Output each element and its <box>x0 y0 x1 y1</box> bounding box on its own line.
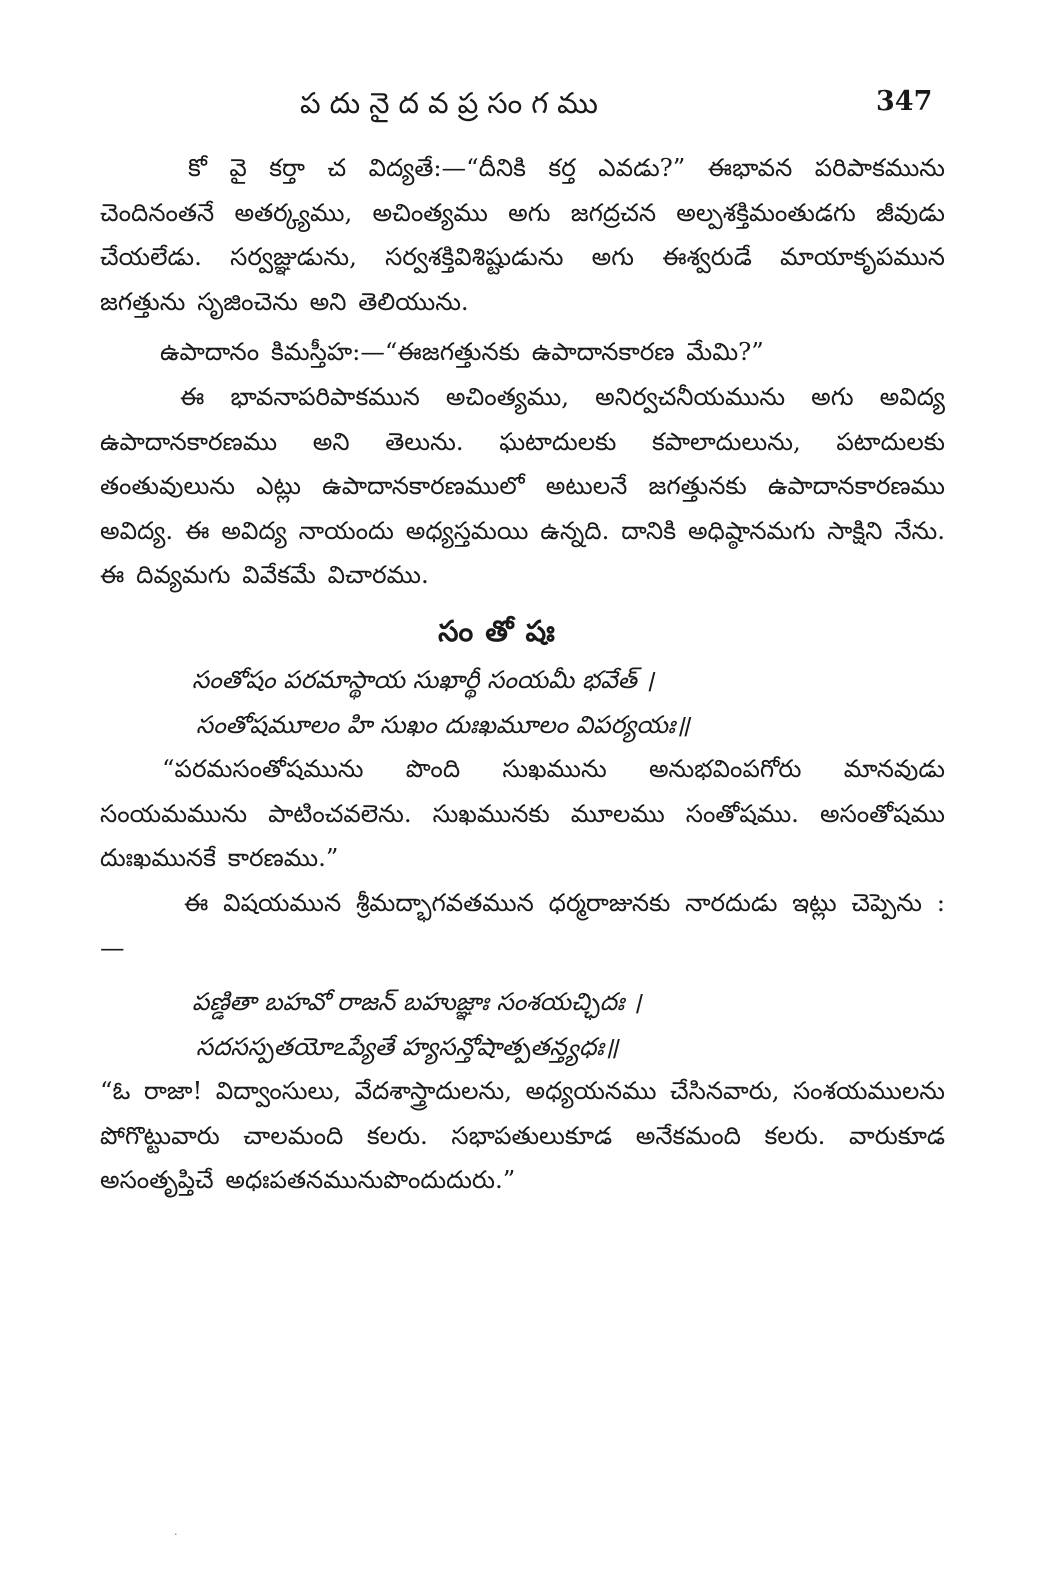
paragraph-who-is-creator: కో వై కర్తా చ విద్యతే:—“దీనికి కర్త ఎవడు?” ఈభావన పరిపాకమును చెందినంతనే అతర్క్యము, అచింత్యము అగు జగద్రచన అల్పశక్తిమంతుడగు జీవుడు చేయలేడు. సర్వజ్ఞుడును, సర్వశక్తివిశిష్టుడును అగు ఈశ్వరుడే మాయాకృపమున జగత్తును సృజించెను అని తెలియును. <box>100 153 945 316</box>
section-heading-santosha: సంతోషః <box>438 613 567 648</box>
chapter-title: పదునైదవప్రసంగము <box>300 86 607 120</box>
paragraph-verse-meaning: “పరమసంతోషమును పొంది సుఖమును అనుభవింపగోరు మానవుడు సంయమమును పాటించవలెను. సుఖమునకు మూలము సంతోషము. అసంతోషము దుఃఖమునకే కారణము.” <box>100 754 945 873</box>
paragraph-narada-intro: ఈ విషయమున శ్రీమద్భాగవతమున ధర్మరాజునకు నారదుడు ఇట్లు చెప్పెను :— <box>100 887 945 962</box>
print-speck: · <box>174 1528 178 1541</box>
paragraph-narada-speech: “ఓ రాజా! విద్వాంసులు, వేదశాస్త్రాదులను, అధ్యయనము చేసినవారు, సంశయములను పోగొట్టువారు చాలమంది కలరు. సభాపతులుకూడ అనేకమంది కలరు. వారుకూడ అసంతృప్తిచే అధఃపతనమునుపొందుదురు.” <box>100 1076 945 1195</box>
paragraph-material-cause-question: ఉపాదానం కిమస్తీహ:—“ఈజగత్తునకు ఉపాదానకారణ మేమి?” <box>160 337 764 367</box>
verse-line: సదసస్పతయోఽప్యేతే హ్యసన్తోషాత్పతన్త్యధః॥ <box>196 1031 619 1061</box>
running-header <box>0 86 1055 126</box>
verse-line: సంతోషమూలం హి సుఖం దుఃఖమూలం విపర్యయః॥ <box>196 709 690 739</box>
paragraph-avidya-material-cause: ఈ భావనాపరిపాకమున అచింత్యము, అనిర్వచనీయమును అగు అవిద్య ఉపాదానకారణము అని తెలును. ఘటాదులకు కపాలాదులును, పటాదులకు తంతువులును ఎట్లు ఉపాదానకారణములో అటులనే జగత్తునకు ఉపాదానకారణము అవిద్య. ఈ అవిద్య నాయందు అధ్యస్తమయి ఉన్నది. దానికి అధిష్ఠానమగు సాక్షిని నేను. ఈ దివ్యమగు వివేకమే విచారము. <box>100 381 945 590</box>
page-number: 347 <box>876 86 933 117</box>
verse-line: సంతోషం పరమాస్థాయ సుఖార్థీ సంయమీ భవేత్ । <box>192 664 654 694</box>
page-body <box>100 146 945 1203</box>
verse-line: పణ్డితా బహవో రాజన్ బహుజ్ఞాః సంశయచ్ఛిదః । <box>192 987 642 1017</box>
